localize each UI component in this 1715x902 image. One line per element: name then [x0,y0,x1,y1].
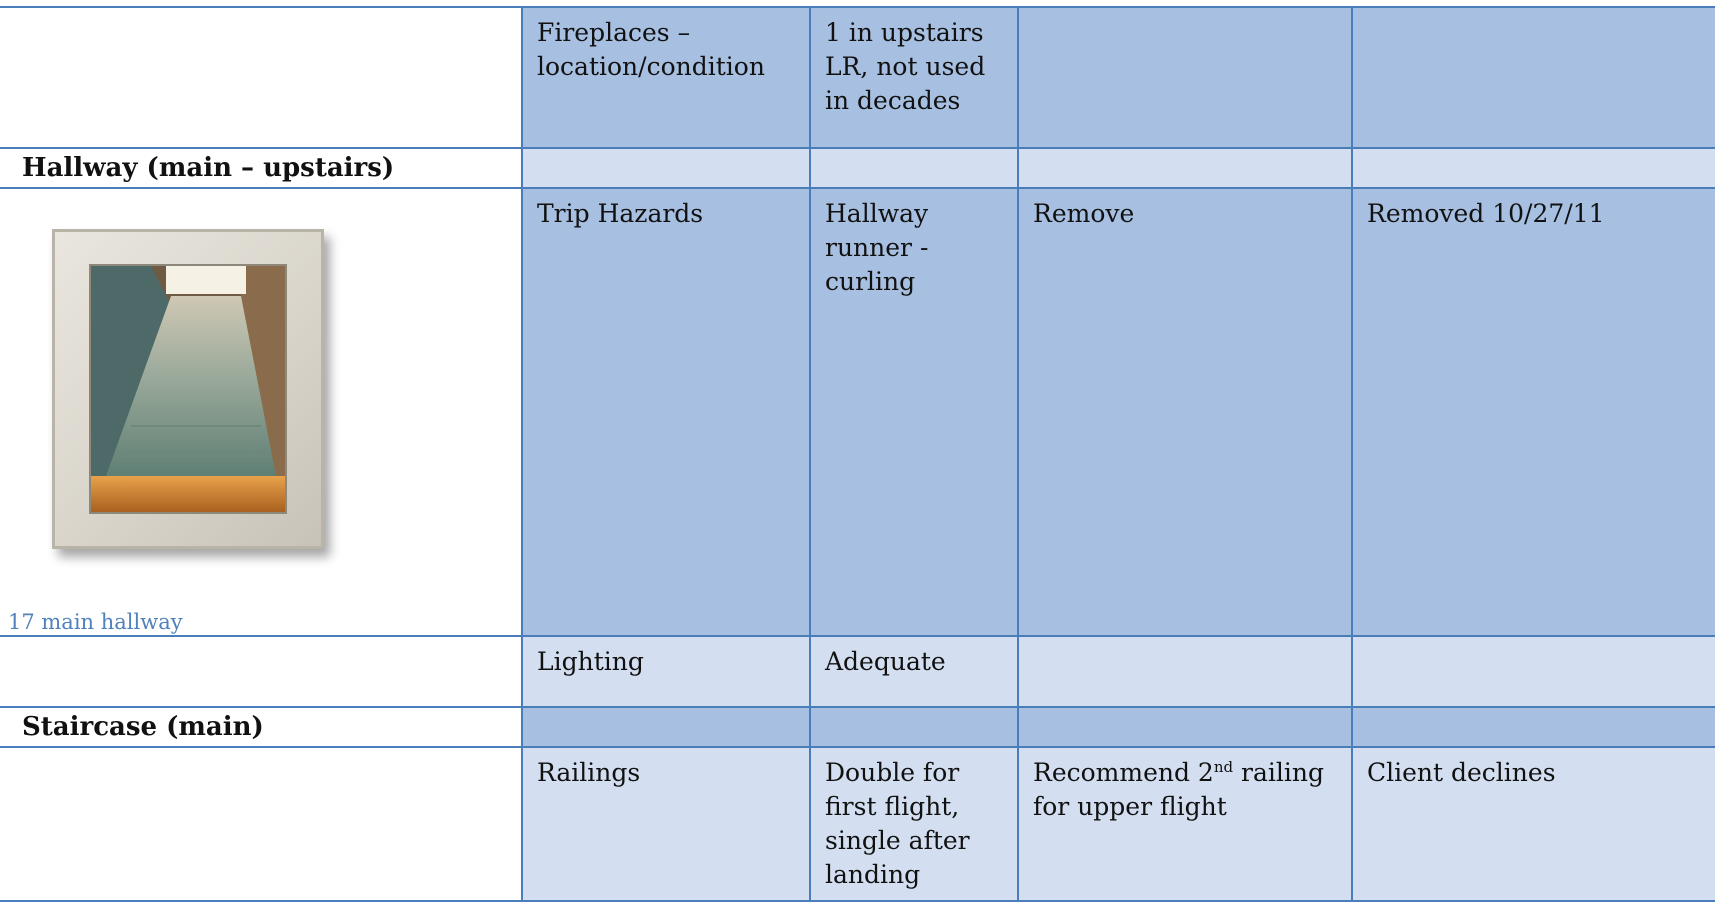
picture-frame [52,229,324,549]
inspection-table [0,6,1715,902]
recommendation-cell [1018,636,1352,707]
section-header-row-hallway [0,148,1715,188]
recommendation-cell [1018,7,1352,148]
recommendation-text: Recommend 2 [1033,758,1214,787]
empty-cell [810,707,1018,747]
finding-cell: Adequate [810,636,1018,707]
action-cell [1352,636,1715,707]
item-cell: Trip Hazards [522,188,810,636]
section-header-row-staircase [0,707,1715,747]
finding-cell: Double for first flight, single after landing [810,747,1018,901]
table-row-trip-hazards [0,188,1715,636]
action-cell: Client declines [1352,747,1715,901]
empty-cell [1352,148,1715,188]
empty-cell [1352,707,1715,747]
empty-cell [522,148,810,188]
recommendation-cell: Remove [1018,188,1352,636]
finding-cell: 1 in upstairs LR, not used in decades [810,7,1018,148]
table-row-lighting [0,636,1715,707]
item-cell: Railings [522,747,810,901]
empty-cell [810,148,1018,188]
action-cell: Removed 10/27/11 [1352,188,1715,636]
recommendation-text-rest: railing for upper flight [1033,758,1325,821]
empty-cell [1018,707,1352,747]
photo-cell [0,7,522,148]
photo-container [0,189,521,635]
item-cell: Lighting [522,636,810,707]
item-cell: Fireplaces – location/condition [522,7,810,148]
empty-cell [1018,148,1352,188]
ordinal-suffix: nd [1213,758,1234,776]
photo-cell [0,636,522,707]
empty-cell [522,707,810,747]
photo-cell [0,188,522,636]
hallway-photo-image [91,266,285,512]
section-title: Hallway (main – upstairs) [0,148,522,188]
table-row-fireplaces [0,7,1715,148]
section-title: Staircase (main) [0,707,522,747]
hallway-photo [89,264,287,514]
finding-cell: Hallway runner - curling [810,188,1018,636]
photo-caption: 17 main hallway [8,610,183,634]
action-cell [1352,7,1715,148]
